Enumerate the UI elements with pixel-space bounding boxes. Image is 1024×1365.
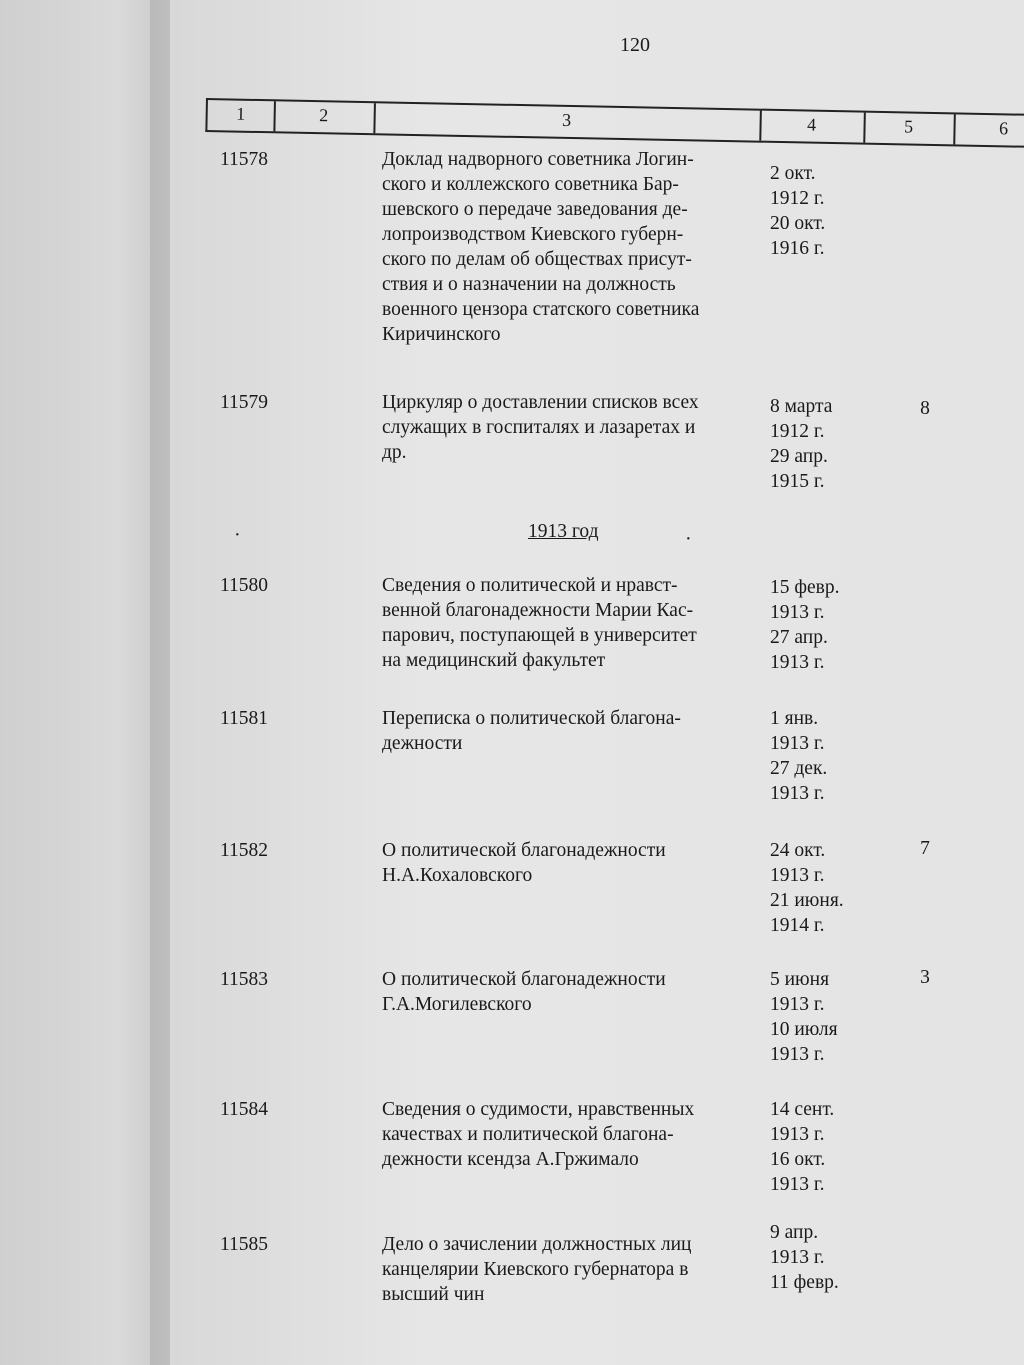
title-line: качествах и политической благона- xyxy=(382,1124,674,1145)
title-line: О политической благонадежности xyxy=(382,969,666,990)
record-title xyxy=(382,573,762,673)
title-line: дежности ксендза А.Гржимало xyxy=(382,1149,639,1170)
title-line: дежности xyxy=(382,733,463,754)
title-line: Киричинского xyxy=(382,324,501,345)
record-title xyxy=(382,967,762,1017)
record-dates xyxy=(770,967,880,1067)
margin-mark: · xyxy=(234,524,241,546)
record-dates xyxy=(770,575,880,675)
date-line: 1913 г. xyxy=(770,783,825,804)
title-line: др. xyxy=(382,442,407,463)
record-dates xyxy=(770,161,880,261)
date-line: 1913 г. xyxy=(770,994,825,1015)
column-header-5: 5 xyxy=(863,113,956,145)
record-dates xyxy=(770,838,880,938)
date-line: 1913 г. xyxy=(770,652,825,673)
date-line: 27 дек. xyxy=(770,758,828,779)
table-header xyxy=(205,98,1024,149)
date-line: 1912 г. xyxy=(770,188,825,209)
title-line: Дело о зачислении должностных лиц xyxy=(382,1234,692,1255)
column-header-6: 6 xyxy=(953,114,1024,146)
date-line: 9 апр. xyxy=(770,1222,819,1243)
date-line: 1912 г. xyxy=(770,421,825,442)
date-line: 1914 г. xyxy=(770,915,825,936)
title-line: лопроизводством Киевского губерн- xyxy=(382,224,684,245)
column-header-3: 3 xyxy=(373,103,762,140)
date-line: 1 янв. xyxy=(770,708,819,729)
record-id: 11578 xyxy=(220,149,269,170)
record-title xyxy=(382,390,762,465)
title-line: Сведения о судимости, нравственных xyxy=(382,1099,695,1120)
date-line: 10 июля xyxy=(770,1019,838,1040)
year-heading: 1913 год xyxy=(528,521,599,542)
title-line: ского и коллежского советника Бар- xyxy=(382,174,679,195)
record-title xyxy=(382,1232,762,1307)
title-line: венной благонадежности Марии Кас- xyxy=(382,600,694,621)
record-sheets: 7 xyxy=(920,838,930,859)
date-line: 15 февр. xyxy=(770,577,840,598)
record-id: 11585 xyxy=(220,1234,269,1255)
date-line: 8 марта xyxy=(770,396,833,417)
record-dates xyxy=(770,706,880,806)
record-id: 11581 xyxy=(220,708,269,729)
title-line: Циркуляр о доставлении списков всех xyxy=(382,392,699,413)
title-line: служащих в госпиталях и лазаретах и xyxy=(382,417,696,438)
record-dates xyxy=(770,1220,880,1295)
title-line: Переписка о политической благона- xyxy=(382,708,681,729)
title-line: Доклад надворного советника Логин- xyxy=(382,149,694,170)
title-line: на медицинский факультет xyxy=(382,650,606,671)
date-line: 1913 г. xyxy=(770,602,825,623)
title-line: Г.А.Могилевского xyxy=(382,994,532,1015)
record-dates xyxy=(770,1097,880,1197)
page-number: 120 xyxy=(620,34,650,56)
record-id: 11580 xyxy=(220,575,269,596)
record-title xyxy=(382,1097,762,1172)
record-sheets: 8 xyxy=(920,398,930,419)
date-line: 5 июня xyxy=(770,969,830,990)
title-line: парович, поступающей в университет xyxy=(382,625,697,646)
date-line: 1913 г. xyxy=(770,865,825,886)
title-line: Н.А.Кохаловского xyxy=(382,865,533,886)
column-header-4: 4 xyxy=(759,111,866,143)
title-line: Сведения о политической и нравст- xyxy=(382,575,678,596)
title-line: ствия и о назначении на должность xyxy=(382,274,676,295)
record-title xyxy=(382,147,762,347)
date-line: 27 апр. xyxy=(770,627,828,648)
column-header-1: 1 xyxy=(207,100,276,131)
date-line: 1913 г. xyxy=(770,1247,825,1268)
record-dates xyxy=(770,394,880,494)
record-id: 11582 xyxy=(220,840,269,861)
document-page xyxy=(170,0,1024,1365)
record-id: 11584 xyxy=(220,1099,269,1120)
date-line: 29 апр. xyxy=(770,446,828,467)
title-line: ского по делам об обществах присут- xyxy=(382,249,692,270)
date-line: 14 сент. xyxy=(770,1099,835,1120)
date-line: 21 июня. xyxy=(770,890,844,911)
title-line: высший чин xyxy=(382,1284,485,1305)
record-id: 11579 xyxy=(220,392,269,413)
date-line: 1916 г. xyxy=(770,238,825,259)
date-line: 11 февр. xyxy=(770,1272,839,1293)
date-line: 16 окт. xyxy=(770,1149,826,1170)
record-sheets: 3 xyxy=(920,967,930,988)
title-line: шевского о передаче заведования де- xyxy=(382,199,688,220)
title-line: военного цензора статского советника xyxy=(382,299,700,320)
title-line: канцелярии Киевского губернатора в xyxy=(382,1259,689,1280)
date-line: 1913 г. xyxy=(770,733,825,754)
date-line: 1913 г. xyxy=(770,1174,825,1195)
date-line: 1913 г. xyxy=(770,1124,825,1145)
facing-page xyxy=(0,0,170,1365)
date-line: 2 окт. xyxy=(770,163,816,184)
date-line: 1915 г. xyxy=(770,471,825,492)
date-line: 1913 г. xyxy=(770,1044,825,1065)
record-title xyxy=(382,838,762,888)
margin-mark: · xyxy=(685,528,692,550)
record-id: 11583 xyxy=(220,969,269,990)
column-header-2: 2 xyxy=(273,101,376,133)
title-line: О политической благонадежности xyxy=(382,840,666,861)
date-line: 24 окт. xyxy=(770,840,826,861)
date-line: 20 окт. xyxy=(770,213,826,234)
record-title xyxy=(382,706,762,756)
